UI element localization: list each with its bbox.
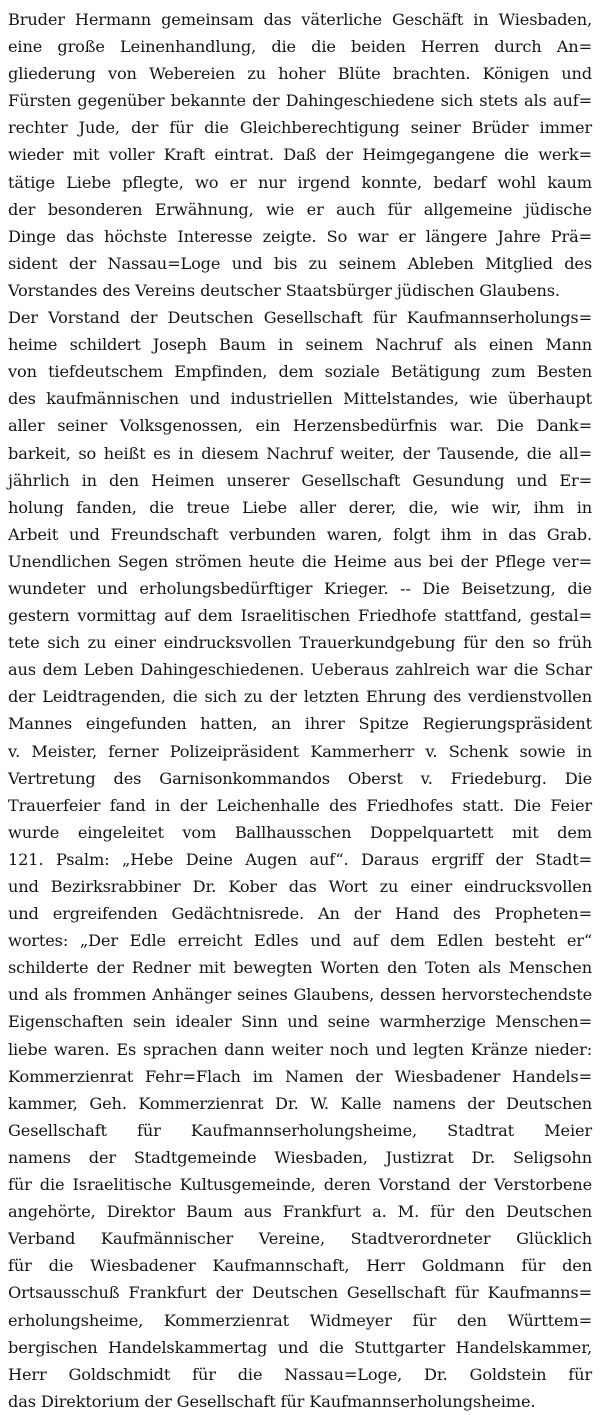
text-line: Verband Kaufmännischer Vereine, Stadtverordneter Glücklich [8, 1229, 592, 1249]
text-line: kammer, Geh. Kommerzienrat Dr. W. Kalle namens der Deutschen [8, 1093, 592, 1113]
text-line: Vertretung des Garnisonkommandos Oberst v. Friedeburg. Die [8, 768, 592, 788]
text-line: v. Meister, ferner Polizeipräsident Kammerherr v. Schenk sowie in [8, 741, 592, 761]
text-line: erholungsheime, Kommerzienrat Widmeyer für den Württem= [8, 1310, 592, 1330]
text-line: Mannes eingefunden hatten, an ihrer Spitze Regierungspräsident [8, 714, 592, 734]
text-line: Herr Goldschmidt für die Nassau=Loge, Dr. Goldstein für [8, 1364, 592, 1384]
text-line: wundeter und erholungsbedürftiger Krieger. -- Die Beisetzung, die [8, 578, 592, 598]
text-line: sident der Nassau=Loge und bis zu seinem Ableben Mitglied des [8, 253, 592, 273]
text-line: wieder mit voller Kraft eintrat. Daß der Heimgegangene die werk= [8, 145, 592, 165]
text-line: und ergreifenden Gedächtnisrede. An der Hand des Propheten= [8, 904, 592, 924]
text-line: der besonderen Erwähnung, wie er auch für allgemeine jüdische [8, 199, 592, 219]
text-line: der Leidtragenden, die sich zu der letzten Ehrung des verdienstvollen [8, 687, 592, 707]
text-line: das Direktorium der Gesellschaft für Kaufmannserholungsheime. [8, 1391, 536, 1411]
text-line: Gesellschaft für Kaufmannserholungsheime, Stadtrat Meier [8, 1120, 592, 1140]
text-line: aus dem Leben Dahingeschiedenen. Ueberaus zahlreich war die Schar [8, 660, 592, 680]
text-line: Bruder Hermann gemeinsam das väterliche Geschäft in Wiesbaden, [8, 10, 592, 29]
text-line: bergischen Handelskammertag und die Stuttgarter Handelskammer, [8, 1337, 592, 1357]
text-line: Arbeit und Freundschaft verbunden waren, folgt ihm in das Grab. [8, 524, 592, 544]
text-line: liebe waren. Es sprachen dann weiter noch und legten Kränze nieder: [8, 1039, 592, 1059]
text-line: heime schildert Joseph Baum in seinem Nachruf als einen Mann [8, 335, 592, 355]
text-line: Der Vorstand der Deutschen Gesellschaft für Kaufmannserholungs= [8, 308, 592, 328]
text-line: 121. Psalm: „Hebe Deine Augen auf“. Daraus ergriff der Stadt= [8, 849, 592, 869]
text-line: holung fanden, die treue Liebe aller derer, die, wie wir, ihm in [8, 497, 592, 517]
text-line: für die Israelitische Kultusgemeinde, deren Vorstand der Verstorbene [8, 1175, 592, 1195]
text-line: Vorstandes des Vereins deutscher Staatsbürger jüdischen Glaubens. [8, 280, 560, 300]
text-line: Kommerzienrat Fehr=Flach im Namen der Wiesbadener Handels= [8, 1066, 592, 1086]
text-line: namens der Stadtgemeinde Wiesbaden, Justizrat Dr. Seligsohn [8, 1147, 592, 1167]
text-line: wortes: „Der Edle erreicht Edles und auf dem Edlen besteht er“ [8, 931, 592, 951]
text-line: angehörte, Direktor Baum aus Frankfurt a. M. für den Deutschen [8, 1202, 592, 1222]
text-line: für die Wiesbadener Kaufmannschaft, Herr Goldmann für den [8, 1256, 592, 1276]
text-line: jährlich in den Heimen unserer Gesellschaft Gesundung und Er= [8, 470, 592, 490]
text-line: von tiefdeutschem Empfinden, dem soziale Betätigung zum Besten [8, 362, 592, 382]
text-line: Unendlichen Segen strömen heute die Heime aus bei der Pflege ver= [8, 551, 592, 571]
text-line: und Bezirksrabbiner Dr. Kober das Wort zu einer eindrucksvollen [8, 877, 592, 896]
text-line: tete sich zu einer eindrucksvollen Trauerkundgebung für den so früh [8, 633, 592, 653]
text-line: Ortsausschuß Frankfurt der Deutschen Gesellschaft für Kaufmanns= [8, 1283, 592, 1303]
text-line: barkeit, so heißt es in diesem Nachruf weiter, der Tausende, die all= [8, 443, 592, 463]
text-line: tätige Liebe pflegte, wo er nur irgend konnte, bedarf wohl kaum [8, 172, 592, 192]
text-line: eine große Leinenhandlung, die die beiden Herren durch An= [8, 37, 592, 57]
text-line: und als frommen Anhänger seines Glaubens, dessen hervorstechendste [8, 985, 592, 1005]
text-line: gliederung von Webereien zu hoher Blüte brachten. Königen und [8, 64, 592, 84]
text-line: schilderte der Redner mit bewegten Worten den Toten als Menschen [8, 958, 592, 978]
text-line: Dinge das höchste Interesse zeigte. So war er längere Jahre Prä= [8, 226, 592, 246]
article-body [8, 6, 592, 1411]
text-line: des kaufmännischen und industriellen Mittelstandes, wie überhaupt [8, 389, 592, 409]
text-line: Eigenschaften sein idealer Sinn und seine warmherzige Menschen= [8, 1012, 592, 1032]
text-line: rechter Jude, der für die Gleichberechtigung seiner Brüder immer [8, 118, 592, 138]
text-line: Fürsten gegenüber bekannte der Dahingeschiedene sich stets als auf= [8, 91, 592, 111]
text-line: Trauerfeier fand in der Leichenhalle des Friedhofes statt. Die Feier [8, 795, 592, 815]
text-line: gestern vormittag auf dem Israelitischen Friedhofe stattfand, gestal= [8, 606, 592, 626]
text-line: wurde eingeleitet vom Ballhausschen Doppelquartett mit dem [8, 822, 592, 842]
text-line: aller seiner Volksgenossen, ein Herzensbedürfnis war. Die Dank= [8, 416, 592, 436]
